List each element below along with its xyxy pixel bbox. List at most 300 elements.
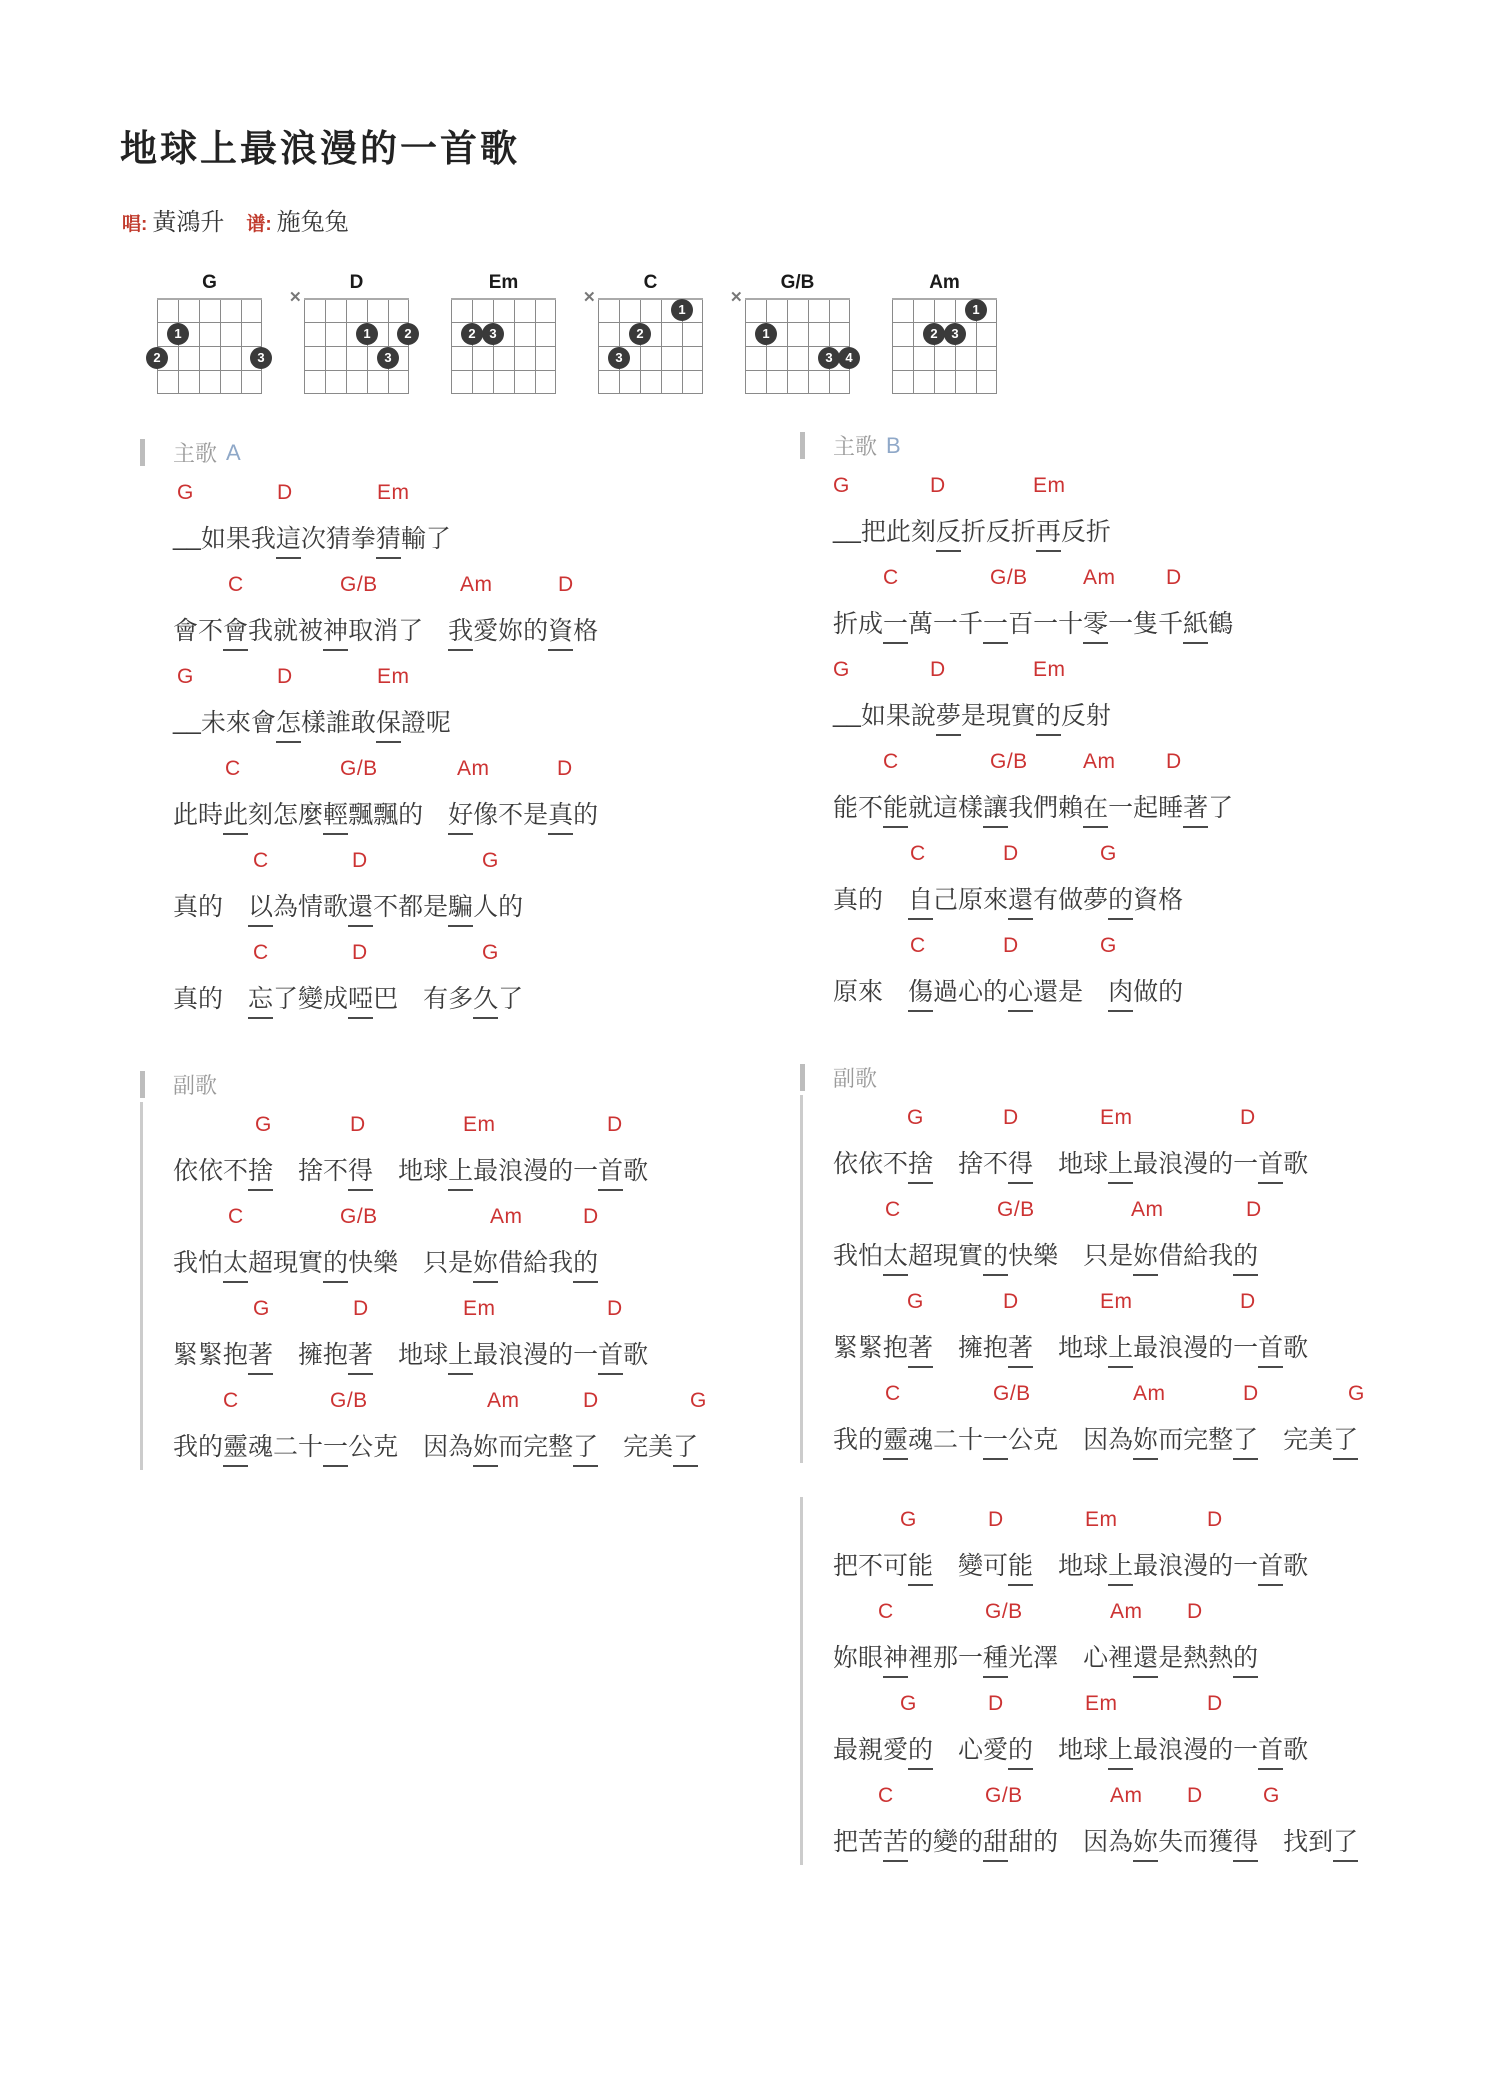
lyric-segment-underlined: 的 — [1036, 696, 1061, 736]
lyric-line — [173, 1424, 720, 1470]
lyric-segment-underlined: 首 — [598, 1151, 623, 1191]
lyric-segment: 為情歌 — [273, 893, 349, 921]
lyric-segment: 輸了 — [400, 525, 451, 553]
fret-line — [745, 393, 850, 394]
finger-dot: 1 — [167, 323, 189, 345]
chord-label: D — [1166, 750, 1182, 773]
chord-label: D — [607, 1297, 623, 1320]
lyric-line — [833, 693, 1460, 739]
lyric-segment-underlined: 靈 — [223, 1427, 248, 1467]
section-mark: B — [886, 432, 901, 458]
chord-label: Em — [463, 1297, 496, 1320]
chord-line — [173, 1286, 720, 1332]
lyric-segment-underlined: 啞 — [348, 979, 373, 1019]
lyric-segment: 地球 — [373, 1157, 449, 1185]
chord-label: G — [177, 481, 194, 504]
chord-label: D — [1240, 1106, 1256, 1129]
section-body — [140, 1102, 720, 1470]
chord-label: C — [253, 941, 269, 964]
chord-line — [833, 1773, 1460, 1819]
lyric-segment-underlined: 的 — [1008, 1730, 1033, 1770]
lyric-segment: 愛妳的 — [473, 617, 549, 645]
lyric-segment: 變可 — [933, 1552, 1009, 1580]
lyric-line — [833, 1819, 1460, 1865]
lyric-segment-underlined: 騙 — [448, 887, 473, 927]
chord-label: C — [223, 1389, 239, 1412]
chord-label: G — [1263, 1784, 1280, 1807]
lyric-segment: __ — [173, 706, 201, 735]
nut-line — [304, 298, 409, 300]
section-verse-a — [140, 435, 720, 1022]
chord-label: Am — [1110, 1600, 1143, 1623]
lyric-segment: 借給我 — [498, 1249, 574, 1277]
lyric-line — [833, 1635, 1460, 1681]
chord-grid — [451, 298, 556, 394]
fret-line — [892, 346, 997, 347]
lyric-line — [833, 509, 1460, 555]
lyric-segment: 就這樣 — [908, 794, 984, 822]
section-title: 主歌 — [173, 441, 218, 466]
chord-line — [173, 746, 720, 792]
lyric-segment-underlined: 首 — [1258, 1546, 1283, 1586]
section-header — [140, 435, 720, 470]
lyric-line — [833, 1325, 1460, 1371]
lyric-segment-underlined: 在 — [1083, 788, 1108, 828]
chord-label: D — [1166, 566, 1182, 589]
chord-line — [173, 654, 720, 700]
chord-label: C — [225, 757, 241, 780]
fret-line — [451, 393, 556, 394]
chord-label: G — [833, 658, 850, 681]
lyric-segment: 地球 — [1033, 1334, 1109, 1362]
lyric-segment-underlined: 以 — [248, 887, 273, 927]
lyric-segment-underlined: 著 — [248, 1335, 273, 1375]
fret-line — [451, 322, 556, 323]
lyric-segment: 歌 — [1283, 1552, 1309, 1580]
lyric-segment: 飄飄的 — [348, 801, 449, 829]
chord-label: G/B — [990, 750, 1028, 773]
chord-label: Am — [490, 1205, 523, 1228]
lyric-line — [833, 1417, 1460, 1463]
lyric-segment: 超現實 — [908, 1242, 984, 1270]
chord-label: D — [350, 1113, 366, 1136]
lyric-segment: 魂二十 — [908, 1426, 984, 1454]
section-header — [140, 1067, 720, 1102]
lyric-segment: 歌 — [1283, 1334, 1309, 1362]
lyric-segment-underlined: 的 — [1233, 1638, 1258, 1678]
fret-line — [745, 370, 850, 371]
lyric-segment: 真的 — [833, 886, 909, 914]
section-mark: A — [226, 439, 241, 465]
chord-line — [833, 1589, 1460, 1635]
finger-dot: 2 — [397, 323, 419, 345]
chord-label: C — [228, 1205, 244, 1228]
lyric-segment: 緊緊抱 — [173, 1341, 249, 1369]
lyric-segment-underlined: 夢 — [936, 696, 961, 736]
chord-label: G — [690, 1389, 707, 1412]
lyric-segment-underlined: 零 — [1083, 604, 1108, 644]
lyric-segment: 萬一千 — [908, 610, 984, 638]
lyric-segment-underlined: 上 — [1108, 1144, 1133, 1184]
chord-diagram-g — [153, 272, 265, 394]
lyric-segment-underlined: 還 — [1008, 880, 1033, 920]
section-title: 副歌 — [173, 1073, 218, 1098]
chord-label: Em — [1100, 1106, 1133, 1129]
lyric-segment-underlined: 能 — [1008, 1546, 1033, 1586]
lyric-segment-underlined: 了 — [1333, 1420, 1358, 1460]
lyric-segment: 捨不 — [273, 1157, 349, 1185]
chord-line — [173, 838, 720, 884]
lyric-segment: 把不可 — [833, 1552, 909, 1580]
chord-label: G — [1348, 1382, 1365, 1405]
chord-label: D — [557, 757, 573, 780]
chord-label: Am — [487, 1389, 520, 1412]
lyric-segment: 完美 — [598, 1433, 674, 1461]
chord-label: D — [583, 1389, 599, 1412]
chord-diagram-label: C — [643, 272, 658, 293]
chord-label: D — [930, 658, 946, 681]
page-title: 地球上最浪漫的一首歌 — [120, 129, 520, 170]
lyric-segment-underlined: 輕 — [323, 795, 348, 835]
lyric-segment-underlined: 還 — [348, 887, 373, 927]
chord-grid — [892, 298, 997, 394]
lyric-segment-underlined: 苦 — [883, 1822, 908, 1862]
chord-label: D — [1240, 1290, 1256, 1313]
lyric-segment: 是熱熱 — [1158, 1644, 1234, 1672]
chord-label: D — [988, 1692, 1004, 1715]
chord-grid — [583, 289, 703, 394]
lyric-segment-underlined: 的 — [573, 1243, 598, 1283]
chord-label: D — [353, 1297, 369, 1320]
chord-label: C — [253, 849, 269, 872]
lyric-segment: 擁抱 — [933, 1334, 1009, 1362]
lyric-line — [173, 700, 720, 746]
lyric-segment: 捨不 — [933, 1150, 1009, 1178]
lyric-segment: 次猜拳 — [300, 525, 376, 553]
chord-label: D — [1003, 1106, 1019, 1129]
lyric-segment-underlined: 的 — [1108, 880, 1133, 920]
finger-dot: 2 — [146, 347, 168, 369]
chord-grid — [730, 289, 853, 394]
chord-label: G — [900, 1508, 917, 1531]
section-verse-b — [800, 428, 1460, 1015]
lyric-segment: 折成 — [833, 610, 884, 638]
finger-dot: 3 — [377, 347, 399, 369]
lyric-segment-underlined: 紙 — [1183, 604, 1208, 644]
chord-label: G — [255, 1113, 272, 1136]
lyric-segment: 最浪漫的一 — [473, 1341, 599, 1369]
mute-icon: ✕ — [289, 289, 302, 306]
fret-line — [598, 393, 703, 394]
lyric-segment: 失而獲 — [1158, 1828, 1234, 1856]
lyric-segment: 有做夢 — [1033, 886, 1109, 914]
lyric-segment: 我們賴 — [1008, 794, 1084, 822]
finger-dot: 1 — [965, 299, 987, 321]
chord-label: G — [253, 1297, 270, 1320]
chord-label: D — [1207, 1508, 1223, 1531]
fret-line — [304, 370, 409, 371]
chord-label: Em — [1033, 658, 1066, 681]
chord-label: G — [1100, 934, 1117, 957]
chord-label: D — [1207, 1692, 1223, 1715]
lyric-segment: 歌 — [623, 1341, 649, 1369]
lyric-segment: 是現實 — [960, 702, 1036, 730]
lyric-segment-underlined: 讓 — [983, 788, 1008, 828]
lyric-segment: 能不 — [833, 794, 884, 822]
chord-label: Em — [1085, 1692, 1118, 1715]
chord-label: C — [883, 750, 899, 773]
lyric-segment-underlined: 再 — [1036, 512, 1061, 552]
lyric-segment: 未來會 — [200, 709, 276, 737]
lyric-line — [833, 601, 1460, 647]
fret-line — [304, 322, 409, 323]
chord-label: D — [1187, 1600, 1203, 1623]
chord-label: D — [558, 573, 574, 596]
finger-dot: 2 — [629, 323, 651, 345]
nut-line — [745, 298, 850, 300]
chord-label: G/B — [985, 1784, 1023, 1807]
chord-diagram-label: Em — [488, 272, 519, 293]
chord-diagram-label: G/B — [780, 272, 815, 293]
lyric-segment: 鶴 — [1208, 610, 1234, 638]
lyric-segment: 最浪漫的一 — [1133, 1334, 1259, 1362]
lyric-segment-underlined: 一 — [323, 1427, 348, 1467]
lyric-segment-underlined: 能 — [908, 1546, 933, 1586]
lyric-segment: 裡那一 — [908, 1644, 984, 1672]
finger-dot: 3 — [944, 323, 966, 345]
chord-diagram-label: Am — [929, 272, 960, 293]
lyric-segment-underlined: 的 — [323, 1243, 348, 1283]
lyric-segment-underlined: 猜 — [376, 519, 401, 559]
lyric-segment-underlined: 久 — [473, 979, 498, 1019]
lyric-segment: 證呢 — [400, 709, 451, 737]
chord-label: D — [277, 481, 293, 504]
lyric-line — [833, 1543, 1460, 1589]
lyric-segment-underlined: 資 — [548, 611, 573, 651]
lyric-segment-underlined: 的 — [1233, 1236, 1258, 1276]
lyric-segment-underlined: 上 — [1108, 1546, 1133, 1586]
chord-line — [173, 1194, 720, 1240]
lyric-segment-underlined: 上 — [1108, 1328, 1133, 1368]
fret-line — [304, 346, 409, 347]
lyric-line — [833, 969, 1460, 1015]
lyric-segment: 完美 — [1258, 1426, 1334, 1454]
fret-line — [892, 370, 997, 371]
lyric-line — [833, 1141, 1460, 1187]
lyric-segment: 最浪漫的一 — [1133, 1150, 1259, 1178]
chord-line — [173, 562, 720, 608]
chord-grid — [153, 298, 265, 394]
section-body — [140, 470, 720, 1022]
fret-line — [892, 393, 997, 394]
chord-label: C — [878, 1600, 894, 1623]
lyric-segment: __ — [833, 699, 861, 728]
lyric-segment: 最親愛 — [833, 1736, 909, 1764]
lyric-segment-underlined: 了 — [573, 1427, 598, 1467]
chord-label: Em — [463, 1113, 496, 1136]
lyric-segment-underlined: 心 — [1008, 972, 1033, 1012]
lyric-segment-underlined: 怎 — [276, 703, 301, 743]
lyric-segment: 我怕 — [833, 1242, 884, 1270]
lyric-segment-underlined: 得 — [1008, 1144, 1033, 1184]
lyric-segment: 甜的 因為 — [1008, 1828, 1134, 1856]
lyric-segment-underlined: 一 — [883, 604, 908, 644]
lyric-segment: 做的 — [1133, 978, 1184, 1006]
lyric-segment: 一起睡 — [1108, 794, 1184, 822]
lyric-segment-underlined: 著 — [348, 1335, 373, 1375]
chord-line — [833, 555, 1460, 601]
lyric-segment-underlined: 上 — [448, 1151, 473, 1191]
chord-diagram-row — [153, 272, 1039, 394]
lyric-segment: 魂二十 — [248, 1433, 324, 1461]
lyric-segment: 擁抱 — [273, 1341, 349, 1369]
chord-label: Em — [377, 665, 410, 688]
singer-name: 黃鴻升 — [152, 209, 225, 236]
finger-dot: 1 — [356, 323, 378, 345]
chord-label: G/B — [340, 1205, 378, 1228]
lyric-segment: 樣誰敢 — [300, 709, 376, 737]
lyric-segment-underlined: 捨 — [908, 1144, 933, 1184]
lyric-segment: 我的 — [833, 1426, 884, 1454]
section-header-bar — [140, 1071, 145, 1098]
lyric-segment: 巴 有多 — [373, 985, 474, 1013]
chord-label: G — [1100, 842, 1117, 865]
chord-label: G/B — [993, 1382, 1031, 1405]
chord-label: D — [1003, 934, 1019, 957]
lyric-segment: 了 — [1208, 794, 1234, 822]
lyric-segment: 真的 — [173, 985, 249, 1013]
lyric-segment-underlined: 了 — [1233, 1420, 1258, 1460]
lyric-segment-underlined: 種 — [983, 1638, 1008, 1678]
chord-label: D — [607, 1113, 623, 1136]
lyric-segment: 最浪漫的一 — [1133, 1736, 1259, 1764]
lyric-segment-underlined: 真 — [548, 795, 573, 835]
fret-line — [745, 346, 850, 347]
chord-line — [173, 1102, 720, 1148]
lyric-segment: 百一十 — [1008, 610, 1084, 638]
chord-label: G — [482, 849, 499, 872]
lyric-segment: 的變的 — [908, 1828, 984, 1856]
chord-label: D — [988, 1508, 1004, 1531]
chord-diagram-label: G — [202, 272, 217, 293]
lyric-segment: 人的 — [473, 893, 524, 921]
lyric-segment-underlined: 著 — [1008, 1328, 1033, 1368]
chord-label: G/B — [340, 757, 378, 780]
chord-label: Em — [377, 481, 410, 504]
fret-line — [157, 370, 262, 371]
lyric-segment: 了變成 — [273, 985, 349, 1013]
chord-label: G — [907, 1106, 924, 1129]
chord-diagram-em — [451, 272, 556, 394]
section-body — [800, 1095, 1460, 1463]
lyric-segment-underlined: 上 — [1108, 1730, 1133, 1770]
section-header-bar — [800, 1064, 805, 1091]
chord-line — [833, 739, 1460, 785]
lyric-line — [833, 1727, 1460, 1773]
chord-label: C — [883, 566, 899, 589]
chord-label: D — [930, 474, 946, 497]
lyric-segment-underlined: 自 — [908, 880, 933, 920]
section-chorus-right — [800, 1060, 1460, 1463]
chord-label: D — [1243, 1382, 1259, 1405]
fret-line — [157, 346, 262, 347]
chord-label: G/B — [990, 566, 1028, 589]
fret-line — [598, 370, 703, 371]
lyric-segment-underlined: 忘 — [248, 979, 273, 1019]
finger-dot: 3 — [608, 347, 630, 369]
credits — [122, 202, 349, 237]
chord-line — [833, 1681, 1460, 1727]
tabber-label: 谱: — [246, 214, 272, 235]
lyric-segment: 像不是 — [473, 801, 549, 829]
lyric-segment-underlined: 我 — [448, 611, 473, 651]
lyric-segment: 緊緊抱 — [833, 1334, 909, 1362]
chord-label: G/B — [330, 1389, 368, 1412]
lyric-segment: 光澤 心裡 — [1008, 1644, 1134, 1672]
lyric-line — [173, 792, 720, 838]
lyric-segment: 找到 — [1258, 1828, 1334, 1856]
chord-line — [833, 1497, 1460, 1543]
chord-diagram-label: D — [349, 272, 364, 293]
lyric-segment-underlined: 一 — [983, 604, 1008, 644]
mute-icon: ✕ — [583, 289, 596, 306]
lyric-segment-underlined: 這 — [276, 519, 301, 559]
lyric-segment: 我的 — [173, 1433, 224, 1461]
lyric-segment: 我怕 — [173, 1249, 224, 1277]
lyric-segment: 取消了 — [348, 617, 449, 645]
section-header-bar — [800, 432, 805, 459]
lyric-segment: 地球 — [373, 1341, 449, 1369]
chord-line — [833, 831, 1460, 877]
section-header — [800, 428, 1460, 463]
fret-line — [598, 322, 703, 323]
chord-label: Am — [1131, 1198, 1164, 1221]
finger-dot: 1 — [671, 299, 693, 321]
lyric-segment: __ — [173, 522, 201, 551]
lyric-segment-underlined: 著 — [908, 1328, 933, 1368]
chord-label: Em — [1100, 1290, 1133, 1313]
lyric-line — [833, 877, 1460, 923]
chord-diagram-c — [583, 272, 703, 394]
lyric-segment: 最浪漫的一 — [473, 1157, 599, 1185]
lyric-segment-underlined: 了 — [673, 1427, 698, 1467]
lyric-segment-underlined: 甜 — [983, 1822, 1008, 1862]
lyric-segment: 還是 — [1033, 978, 1109, 1006]
lyric-segment-underlined: 著 — [1183, 788, 1208, 828]
finger-dot: 3 — [482, 323, 504, 345]
chord-label: Am — [1133, 1382, 1166, 1405]
section-chorus-left — [140, 1067, 720, 1470]
fret-line — [598, 346, 703, 347]
chord-label: D — [352, 849, 368, 872]
chord-label: Am — [457, 757, 490, 780]
lyric-segment-underlined: 首 — [1258, 1328, 1283, 1368]
lyric-segment-underlined: 首 — [1258, 1730, 1283, 1770]
chord-line — [833, 463, 1460, 509]
lyric-segment: 借給我 — [1158, 1242, 1234, 1270]
singer-label: 唱: — [122, 214, 148, 235]
chord-line — [833, 1279, 1460, 1325]
fret-line — [157, 393, 262, 394]
lyric-segment: 我就被 — [248, 617, 324, 645]
lyric-segment: 己原來 — [933, 886, 1009, 914]
finger-dot: 2 — [461, 323, 483, 345]
lyric-segment-underlined: 的 — [908, 1730, 933, 1770]
lyric-segment-underlined: 首 — [1258, 1144, 1283, 1184]
lyric-segment-underlined: 妳 — [1133, 1822, 1158, 1862]
chord-label: G/B — [985, 1600, 1023, 1623]
section-chorus-right-2 — [800, 1497, 1460, 1865]
